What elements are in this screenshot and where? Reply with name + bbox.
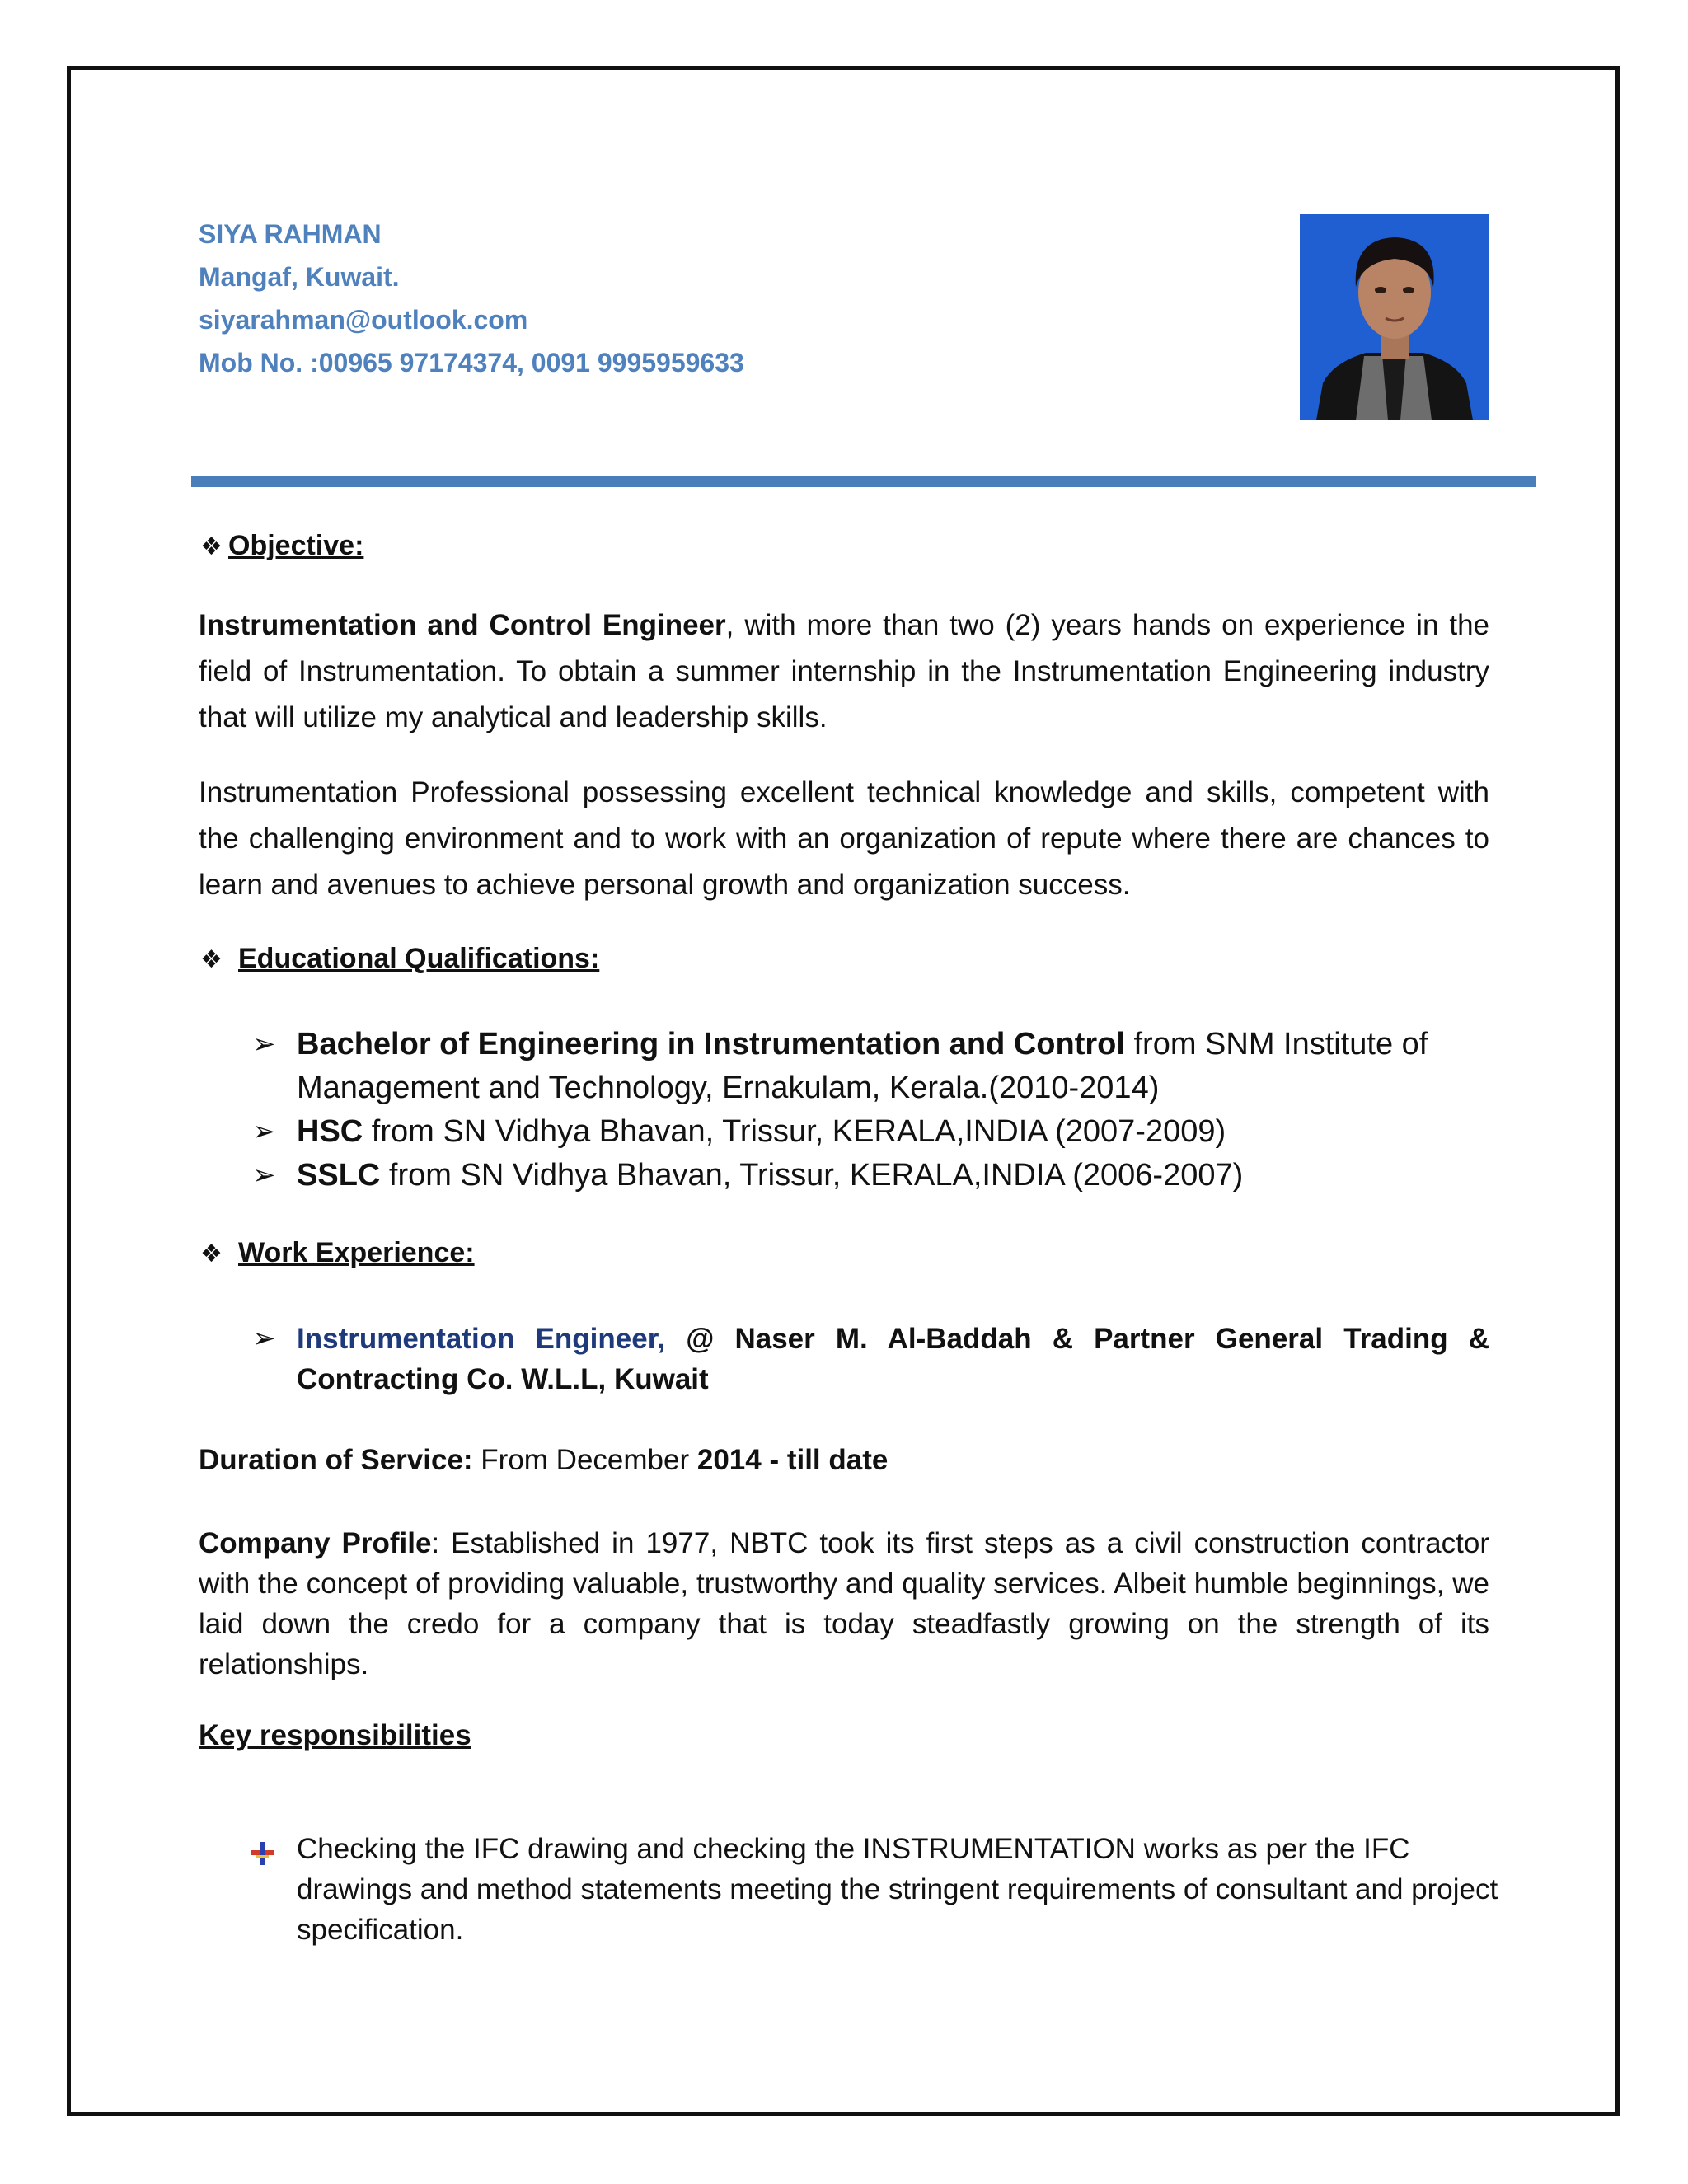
arrow-bullet-icon: ➢ bbox=[252, 1323, 276, 1354]
diamond-bullet-icon: ❖ bbox=[200, 533, 223, 560]
objective-paragraph bbox=[199, 602, 1489, 741]
candidate-name: SIYA RAHMAN bbox=[199, 219, 382, 249]
pin-bullet-icon bbox=[247, 1837, 277, 1877]
diamond-bullet-icon: ❖ bbox=[200, 946, 223, 973]
work-item bbox=[247, 1319, 1489, 1399]
education-list bbox=[247, 1023, 1500, 1197]
profile-photo bbox=[1300, 214, 1489, 420]
education-item: ➢ SSLC from SN Vidhya Bhavan, Trissur, KERALA,INDIA (2006-2007) bbox=[247, 1154, 1500, 1197]
candidate-email[interactable]: siyarahman@outlook.com bbox=[199, 305, 528, 335]
objective-heading: ❖ Objective: bbox=[200, 527, 363, 565]
responsibilities-list bbox=[247, 1829, 1500, 1950]
education-heading: ❖ Educational Qualifications: bbox=[200, 940, 599, 978]
candidate-location: Mangaf, Kuwait. bbox=[199, 262, 400, 292]
header-divider bbox=[191, 476, 1536, 487]
objective-text: , with more than two (2) years hands on experience in the field of Instrumentation. To obtain a summer internship in the Instrumentation Engineering industry that will utilize my analytical and leadership skills. bbox=[199, 609, 1489, 733]
diamond-bullet-icon: ❖ bbox=[200, 1240, 223, 1268]
arrow-bullet-icon: ➢ bbox=[252, 1116, 276, 1147]
education-item: ➢ Bachelor of Engineering in Instrumentation and Control from SNM Institute of Management and Technology, Ernakulam, Kerala.(2010-2014) bbox=[247, 1023, 1500, 1110]
education-item: ➢ HSC from SN Vidhya Bhavan, Trissur, KERALA,INDIA (2007-2009) bbox=[247, 1110, 1500, 1154]
professional-summary: Instrumentation Professional possessing excellent technical knowledge and skills, competent with the challenging environment and to work with an organization of repute where there are chances to learn and avenues to achieve personal growth and organization success. bbox=[199, 776, 1489, 901]
company-profile: Company Profile: Established in 1977, NBTC took its first steps as a civil construction contractor with the concept of providing valuable, trustworthy and quality services. Albeit humble beginnings, we laid down the credo for a company that is today steadfastly growing on the strength of its relationships. bbox=[199, 1527, 1489, 1680]
candidate-mobile: Mob No. :00965 97174374, 0091 9995959633 bbox=[199, 348, 744, 377]
key-responsibilities-heading: Key responsibilities bbox=[199, 1719, 471, 1751]
work-list bbox=[247, 1319, 1489, 1399]
arrow-bullet-icon: ➢ bbox=[252, 1160, 276, 1191]
objective-title: Instrumentation and Control Engineer bbox=[199, 609, 726, 641]
employer: @ Naser M. Al-Baddah & Partner General Trading & Contracting Co. W.L.L, Kuwait bbox=[297, 1323, 1489, 1395]
arrow-bullet-icon: ➢ bbox=[252, 1029, 276, 1060]
contact-block bbox=[199, 213, 744, 384]
work-heading: ❖ Work Experience: bbox=[200, 1235, 475, 1272]
duration-of-service: Duration of Service: From December 2014 - till date bbox=[199, 1444, 889, 1476]
responsibility-item: Checking the IFC drawing and checking the INSTRUMENTATION works as per the IFC drawings and method statements meeting the stringent requirements of consultant and project specification. bbox=[247, 1829, 1500, 1950]
job-title: Instrumentation Engineer, bbox=[297, 1323, 666, 1355]
